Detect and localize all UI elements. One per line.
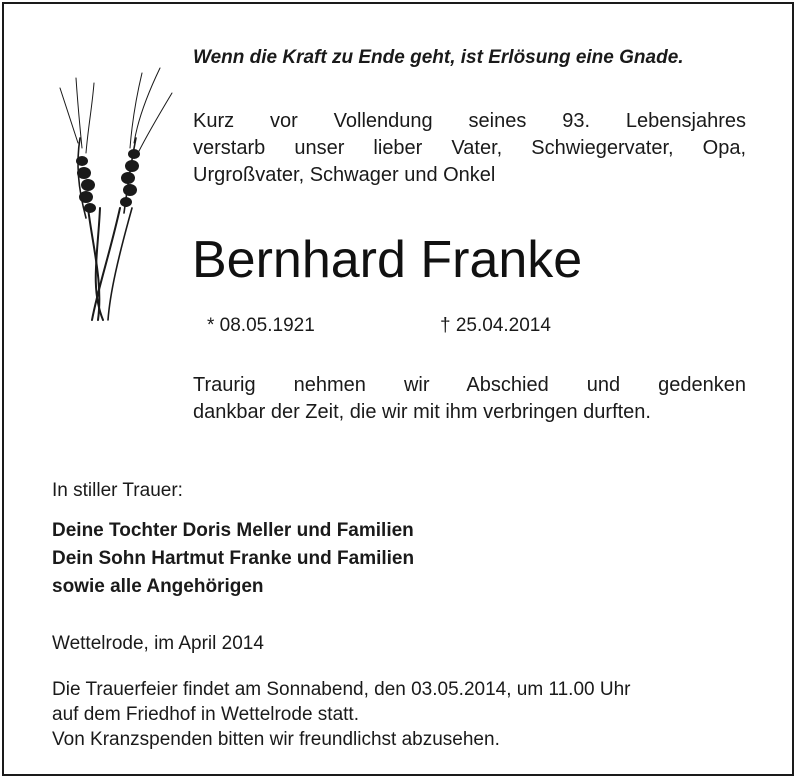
mourners-list [52, 517, 414, 601]
wheat-ears-icon [48, 58, 178, 328]
farewell-line: Traurig nehmen wir Abschied und gedenken [193, 374, 746, 396]
intro-line: Urgroßvater, Schwager und Onkel [193, 164, 496, 186]
service-line: auf dem Friedhof in Wettelrode statt. [52, 704, 359, 725]
deceased-name: Bernhard Franke [192, 231, 583, 289]
intro-line: Kurz vor Vollendung seines 93. Lebensjahres [193, 110, 746, 132]
mourner-line: sowie alle Angehörigen [52, 576, 264, 597]
service-info [52, 677, 630, 752]
birth-date: * 08.05.1921 [207, 315, 315, 336]
service-line: Die Trauerfeier findet am Sonnabend, den 03.05.2014, um 11.00 Uhr [52, 679, 631, 700]
mourner-line: Dein Sohn Hartmut Franke und Familien [52, 548, 415, 569]
intro-line: verstarb unser lieber Vater, Schwiegervater, Opa, [193, 137, 746, 159]
motto: Wenn die Kraft zu Ende geht, ist Erlösung eine Gnade. [193, 47, 684, 68]
farewell-line: dankbar der Zeit, die wir mit ihm verbringen durften. [193, 401, 651, 423]
service-line: Von Kranzspenden bitten wir freundlichst abzusehen. [52, 729, 500, 750]
farewell-text [193, 372, 746, 426]
place-date: Wettelrode, im April 2014 [52, 633, 264, 654]
death-date: † 25.04.2014 [440, 315, 551, 336]
mourner-line: Deine Tochter Doris Meller und Familien [52, 520, 414, 541]
intro-text [193, 108, 746, 189]
mourning-label: In stiller Trauer: [52, 480, 183, 501]
